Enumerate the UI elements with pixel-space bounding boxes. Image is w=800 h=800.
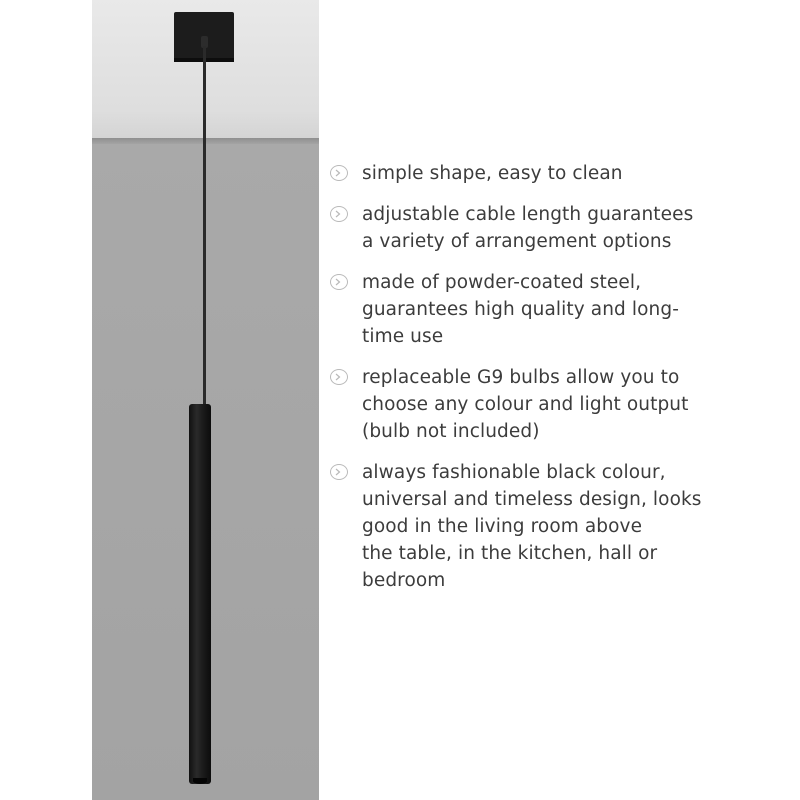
lamp-tube-bottom	[193, 778, 207, 784]
feature-text: made of powder-coated steel, guarantees high quality and long- time use	[362, 272, 679, 347]
product-photo	[92, 0, 319, 800]
feature-text: adjustable cable length guarantees a variety of arrangement options	[362, 204, 694, 252]
feature-text: replaceable G9 bulbs allow you to choose any colour and light output (bulb not included)	[362, 367, 689, 442]
chevron-right-icon	[330, 464, 348, 480]
feature-list	[330, 160, 790, 608]
feature-item	[330, 160, 790, 187]
lamp-tube	[189, 404, 211, 784]
chevron-right-icon	[330, 165, 348, 181]
feature-item	[330, 269, 790, 350]
lamp-cable	[203, 46, 206, 406]
feature-item	[330, 459, 790, 594]
chevron-right-icon	[330, 206, 348, 222]
chevron-right-icon	[330, 369, 348, 385]
feature-text: always fashionable black colour, universal and timeless design, looks good in the living room above the table, in the kitchen, hall or bedroom	[362, 462, 702, 591]
feature-item	[330, 364, 790, 445]
feature-item	[330, 201, 790, 255]
chevron-right-icon	[330, 274, 348, 290]
feature-text: simple shape, easy to clean	[362, 163, 623, 184]
